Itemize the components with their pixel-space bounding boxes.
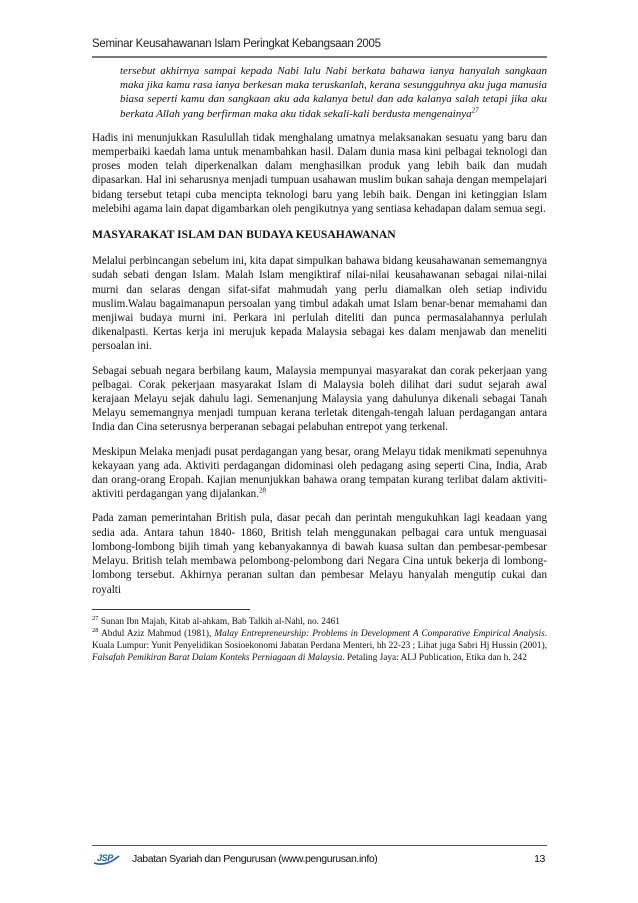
footnote-28 — [92, 628, 547, 665]
section-heading: MASYARAKAT ISLAM DAN BUDAYA KEUSAHAWANAN — [92, 228, 396, 242]
footnote-text-c: . Kuala Lumpur: Yunit Penyelidikan Sosioekonomi Jabatan Perdana Menteri, hh 22-23 ; Lihat juga Sabri Hj Hussin (2001), — [92, 628, 548, 652]
footnote-title-1: Malay Entrepreneurship: Problems in Development A Comparative Empirical Analysis — [214, 628, 545, 639]
footnote-number: 27 — [92, 614, 99, 622]
footnote-27 — [92, 616, 547, 628]
footnote-number: 28 — [92, 626, 99, 634]
jsp-logo-icon — [92, 850, 122, 866]
paragraph-5: Pada zaman pemerintahan British pula, dasar pecah dan perintah mengukuhkan lagi keadaan yang sedia ada. Antara tahun 1840- 1860, British telah menggunakan pelbagai cara untuk menguasai lombong-lombong bijih timah yang kebanyakannya di bawah kuasa sultan dan pembesar-pembesar Melayu. British telah membawa pelombong-pelombong dari Negara Cina untuk bekerja di lombong-lombong tersebut. Akhirnya peranan sultan dan pembesar Melayu hanyalah mengutip cukai dan royalti — [92, 512, 547, 596]
footer-rule — [92, 845, 547, 846]
paragraph-1: Hadis ini menunjukkan Rasulullah tidak menghalang umatnya melaksanakan sesuatu yang baru dan memperbaiki kaedah lama untuk menambahkan hasil. Dalam dunia masa kini pelbagai teknologi dan proses moden telah diperkenalkan dalam menghasilkan produk yang lebih baik dan mudah dipasarkan. Hal ini seharusnya menjadi tumpuan usahawan muslim bukan sahaja dengan mempelajari bidang tersebut tetapi cuba mencipta teknologi baru yang lebih baik. Dengan ini ketinggian Islam melebihi agama lain dapat digambarkan oleh pengikutnya yang sentiasa kehadapan dalam semua segi. — [92, 131, 547, 215]
paragraph-4 — [92, 445, 547, 502]
page-content — [92, 64, 547, 665]
paragraph-2: Melalui perbincangan sebelum ini, kita dapat simpulkan bahawa bidang keusahawanan sememangnya sudah sebati dengan Islam. Malah Islam mengiktiraf nilai-nilai keusahawanan sebagai nilai-nilai murni dan selaras dengan sifat-sifat mahmudah yang perlu diamalkan oleh setiap individu muslim.Walau bagaimanapun persoalan yang timbul adakah umat Islam benar-benar memahami dan menjiwai budaya murni ini. Perkara ini perlulah diteliti dan punca permasalahannya perlulah dikenalpasti. Kertas kerja ini merujuk kepada Malaysia sebagai kes dalam menjawab dan meneliti persoalan ini. — [92, 255, 547, 353]
footnote-text: Sunan Ibn Majah, Kitab al-ahkam, Bab Talkih al-Nahl, no. 2461 — [100, 616, 340, 627]
footnote-text-e: . Petaling Jaya: ALJ Publication, Etika dan h. 242 — [342, 653, 527, 664]
page-number: 13 — [534, 853, 545, 865]
header-rule — [92, 56, 547, 58]
quote-text: tersebut akhirnya sampai kepada Nabi lalu Nabi berkata bahawa ianya hanyalah sangkaan maka jika kamu rasa ianya berkesan maka teruskanlah, kerana sesungguhnya aku juga manusia biasa seperti kamu dan sangkaan aku ada kalanya betul dan ada kalanya salah tetapi jika aku berkata Allah yang berfirman maka aku tidak sekali-kali berdusta mengenainya — [120, 65, 547, 120]
footnote-title-2: Falsafah Pemikiran Barat Dalam Konteks Perniagaan di Malaysia — [92, 653, 343, 664]
paragraph-3: Sebagai sebuah negara berbilang kaum, Malaysia mempunyai masyarakat dan corak pekerjaan yang pelbagai. Corak pekerjaan masyarakat Islam di Malaysia boleh dilihat dari sudut sejarah awal kerajaan Melayu sejak dahulu lagi. Semenanjung Malaysia yang dahulunya dikenali sebagai Tanah Melayu sememangnya menjadi tumpuan kerana terletak ditengah-tengah laluan perdagangan antara India dan Cina seterusnya berperanan sebagai pelabuhan entrepot yang terkenal. — [92, 364, 547, 434]
svg-text:JSP: JSP — [97, 853, 113, 863]
footer-text: Jabatan Syariah dan Pengurusan (www.pengurusan.info) — [132, 853, 378, 865]
running-header: Seminar Keusahawanan Islam Peringkat Kebangsaan 2005 — [92, 38, 381, 50]
footnote-ref-27[interactable]: 27 — [471, 105, 479, 114]
footnote-ref-28[interactable]: 28 — [258, 486, 266, 495]
page-footer — [92, 850, 547, 870]
footnote-divider — [92, 609, 250, 610]
footnote-text-a: Abdul Aziz Mahmud (1981), — [101, 628, 212, 639]
hadith-quote — [120, 64, 547, 121]
paragraph-4-text: Meskipun Melaka menjadi pusat perdagangan yang besar, orang Melayu tidak menikmati sepenuhnya kekayaan yang ada. Aktiviti perdagangan didominasi oleh pedagang asing seperti Cina, India, Arab dan orang-orang Eropah. Kajian menunjukkan bahawa orang tempatan kurang terlibat dalam aktiviti-aktiviti perdagangan yang dijalankan. — [92, 445, 547, 501]
